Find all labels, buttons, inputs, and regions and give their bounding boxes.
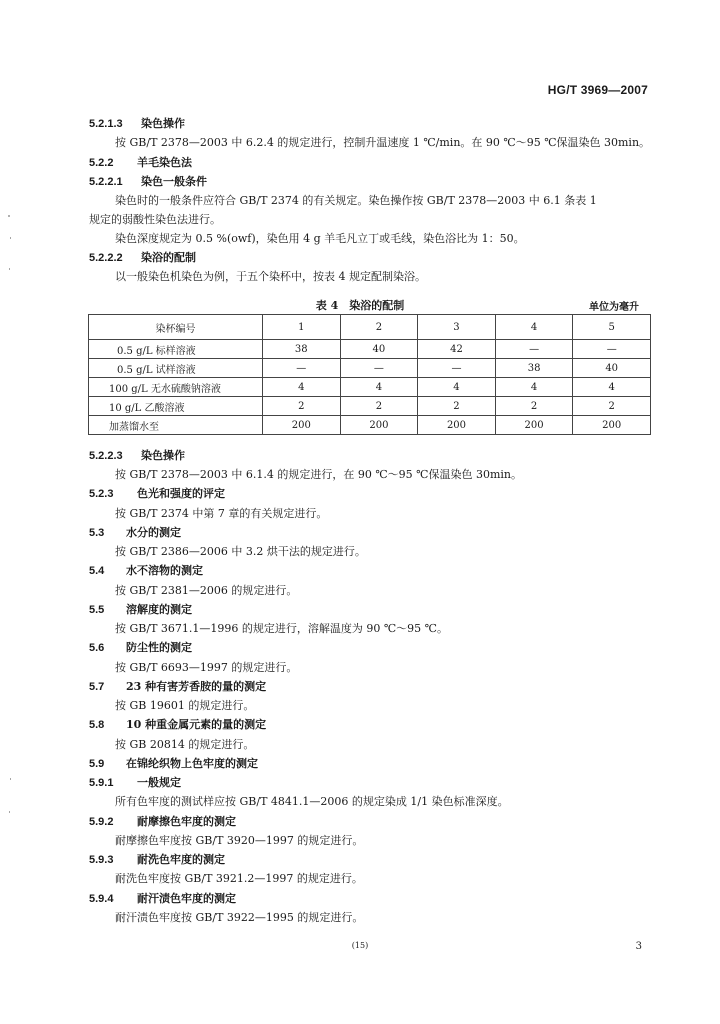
table-4-caption: 表 4 染浴的配制	[315, 299, 405, 312]
table-cell: 4	[263, 378, 341, 397]
table-cell: 40	[573, 359, 651, 378]
heading-5-5: 5.5 溶解度的测定	[89, 603, 192, 616]
table-row-label: 加蒸馏水至	[89, 416, 263, 435]
paragraph-5-8: 按 GB 20814 的规定进行。	[115, 738, 255, 751]
table-row-label: 10 g/L 乙酸溶液	[89, 397, 263, 416]
table-row-label: 0.5 g/L 标样溶液	[89, 340, 263, 359]
table-row	[89, 359, 651, 378]
heading-5-3: 5.3 水分的测定	[89, 526, 181, 539]
table-cell: 200	[418, 416, 496, 435]
scan-speck	[9, 268, 10, 270]
heading-5-2-2: 5.2.2 羊毛染色法	[89, 156, 192, 169]
standard-code: HG/T 3969—2007	[547, 83, 648, 97]
scan-speck	[8, 215, 10, 217]
paragraph-5-2-2-1-line2: 规定的弱酸性染色法进行。	[89, 213, 221, 226]
paragraph-5-4: 按 GB/T 2381—2006 的规定进行。	[115, 584, 298, 597]
paragraph-5-2-2-1-line1: 染色时的一般条件应符合 GB/T 2374 的有关规定。染色操作按 GB/T 2378—2003 中 6.1 条表 1	[115, 194, 597, 207]
table-4-unit: 单位为毫升	[589, 302, 639, 313]
table-cell: —	[418, 359, 496, 378]
scan-speck	[10, 778, 11, 780]
table-4	[88, 314, 651, 435]
table-cell: —	[340, 359, 418, 378]
table-row	[89, 397, 651, 416]
heading-5-2-2-2: 5.2.2.2 染浴的配制	[89, 251, 196, 264]
table-header-cell: 3	[418, 315, 496, 340]
table-cell: 200	[573, 416, 651, 435]
table-cell: 4	[495, 378, 573, 397]
table-cell: 4	[418, 378, 496, 397]
table-cell: 38	[495, 359, 573, 378]
scan-speck	[9, 811, 10, 813]
heading-5-9-2: 5.9.2 耐摩擦色牢度的测定	[89, 815, 236, 828]
table-header-cell: 5	[573, 315, 651, 340]
table-row-label: 0.5 g/L 试样溶液	[89, 359, 263, 378]
paragraph-5-2-2-2: 以一般染色机染色为例，于五个染杯中，按表 4 规定配制染浴。	[115, 270, 426, 283]
heading-5-2-2-3: 5.2.2.3 染色操作	[89, 449, 185, 462]
table-cell: —	[495, 340, 573, 359]
heading-5-2-2-1: 5.2.2.1 染色一般条件	[89, 175, 207, 188]
heading-5-9-4: 5.9.4 耐汗渍色牢度的测定	[89, 892, 236, 905]
table-cell: —	[263, 359, 341, 378]
table-cell: 200	[495, 416, 573, 435]
table-row-label: 100 g/L 无水硫酸钠溶液	[89, 378, 263, 397]
table-header-cell: 染杯编号	[89, 315, 263, 340]
table-cell: 2	[263, 397, 341, 416]
heading-5-8: 5.8 10 种重金属元素的量的测定	[89, 718, 267, 731]
table-row	[89, 340, 651, 359]
table-cell: 200	[263, 416, 341, 435]
paragraph-5-9-1: 所有色牢度的测试样应按 GB/T 4841.1—2006 的规定染成 1/1 染色标准深度。	[115, 795, 509, 808]
heading-5-9-1: 5.9.1 一般规定	[89, 776, 181, 789]
heading-5-9-3: 5.9.3 耐洗色牢度的测定	[89, 853, 225, 866]
paragraph-5-5: 按 GB/T 3671.1—1996 的规定进行，溶解温度为 90 ℃～95 ℃。	[115, 622, 448, 635]
table-cell: 42	[418, 340, 496, 359]
heading-5-9: 5.9 在锦纶织物上色牢度的测定	[89, 757, 258, 770]
paragraph-5-9-3: 耐洗色牢度按 GB/T 3921.2—1997 的规定进行。	[115, 872, 363, 885]
heading-5-2-1-3: 5.2.1.3 染色操作	[89, 117, 185, 130]
table-cell: 2	[418, 397, 496, 416]
table-cell: —	[573, 340, 651, 359]
table-header-row	[89, 315, 651, 340]
heading-5-2-3: 5.2.3 色光和强度的评定	[89, 487, 225, 500]
page-footer-code: (15)	[351, 941, 369, 950]
table-cell: 200	[340, 416, 418, 435]
table-header-cell: 2	[340, 315, 418, 340]
table-cell: 4	[573, 378, 651, 397]
paragraph-5-7: 按 GB 19601 的规定进行。	[115, 699, 255, 712]
table-row	[89, 378, 651, 397]
table-cell: 40	[340, 340, 418, 359]
heading-5-6: 5.6 防尘性的测定	[89, 641, 192, 654]
paragraph-5-2-2-1-depth: 染色深度规定为 0.5 %(owf)，染色用 4 g 羊毛凡立丁或毛线，染色浴比为 1：50。	[115, 232, 525, 245]
table-cell: 2	[495, 397, 573, 416]
table-cell: 2	[573, 397, 651, 416]
table-header-cell: 4	[495, 315, 573, 340]
paragraph-5-2-1-3: 按 GB/T 2378—2003 中 6.2.4 的规定进行，控制升温速度 1 ℃/min。在 90 ℃～95 ℃保温染色 30min。	[115, 136, 651, 149]
paragraph-5-9-4: 耐汗渍色牢度按 GB/T 3922—1995 的规定进行。	[115, 911, 364, 924]
paragraph-5-2-3: 按 GB/T 2374 中第 7 章的有关规定进行。	[115, 507, 328, 520]
paragraph-5-9-2: 耐摩擦色牢度按 GB/T 3920—1997 的规定进行。	[115, 834, 364, 847]
table-row	[89, 416, 651, 435]
table-cell: 4	[340, 378, 418, 397]
table-header-cell: 1	[263, 315, 341, 340]
scan-speck	[10, 237, 11, 239]
page-number: 3	[635, 941, 642, 952]
paragraph-5-2-2-3: 按 GB/T 2378—2003 中 6.1.4 的规定进行，在 90 ℃～95 ℃保温染色 30min。	[115, 468, 522, 481]
heading-5-4: 5.4 水不溶物的测定	[89, 564, 203, 577]
table-cell: 2	[340, 397, 418, 416]
table-cell: 38	[263, 340, 341, 359]
paragraph-5-6: 按 GB/T 6693—1997 的规定进行。	[115, 661, 298, 674]
paragraph-5-3: 按 GB/T 2386—2006 中 3.2 烘干法的规定进行。	[115, 545, 366, 558]
heading-5-7: 5.7 23 种有害芳香胺的量的测定	[89, 680, 267, 693]
